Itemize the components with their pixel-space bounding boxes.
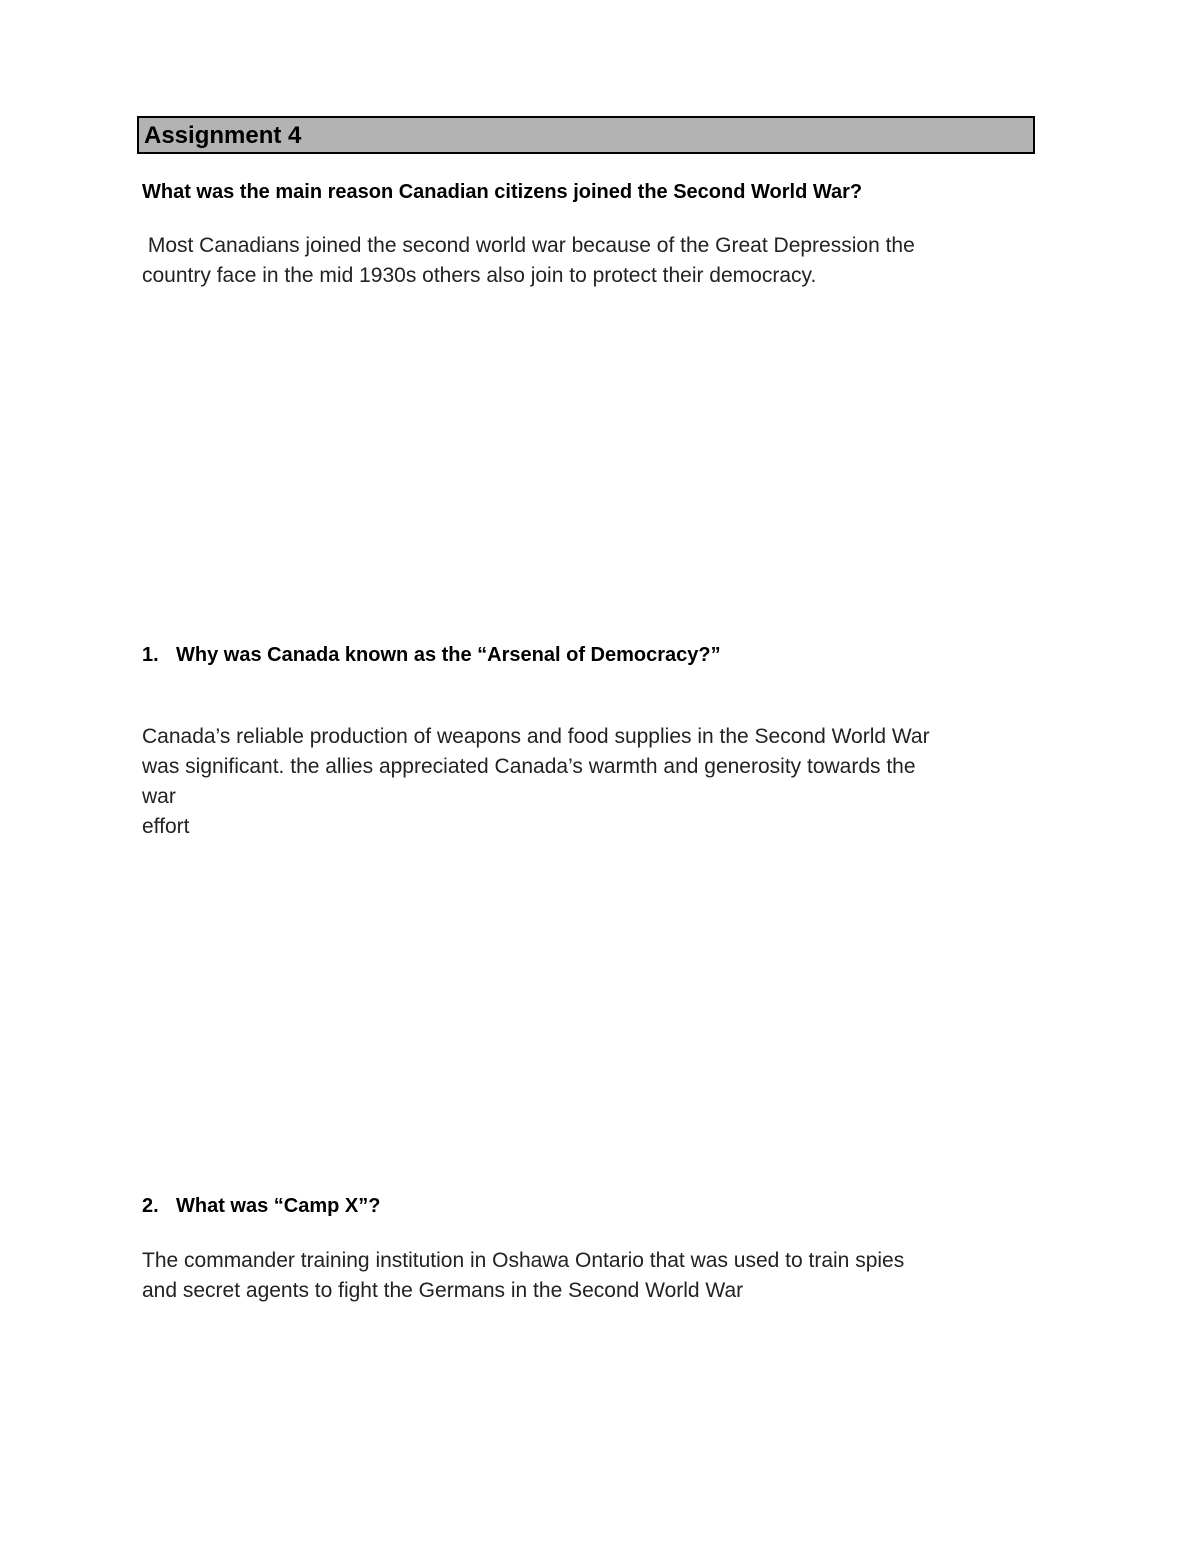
answer-line: war [142,785,176,808]
intro-question: What was the main reason Canadian citizens joined the Second World War? [142,181,863,203]
answer-line: country face in the mid 1930s others also join to protect their democracy. [142,264,817,287]
question-number: 1. [142,644,159,666]
question-1 [142,641,721,669]
answer-line: was significant. the allies appreciated Canada’s warmth and generosity towards the [142,755,916,778]
answer-1 [142,722,930,842]
page-title: Assignment 4 [144,122,302,149]
answer-2 [142,1246,904,1306]
answer-line: Canada’s reliable production of weapons and food supplies in the Second World War [142,725,930,748]
question-text: What was “Camp X”? [176,1195,381,1217]
answer-line: The commander training institution in Oshawa Ontario that was used to train spies [142,1249,905,1272]
title-bar [137,116,1035,154]
answer-line: effort [142,815,190,838]
answer-line: and secret agents to fight the Germans in the Second World War [142,1279,744,1302]
question-2 [142,1192,380,1220]
answer-line: Most Canadians joined the second world war because of the Great Depression the [142,234,915,257]
question-number: 2. [142,1195,159,1217]
question-text: Why was Canada known as the “Arsenal of Democracy?” [176,644,721,666]
intro-answer [142,231,915,291]
